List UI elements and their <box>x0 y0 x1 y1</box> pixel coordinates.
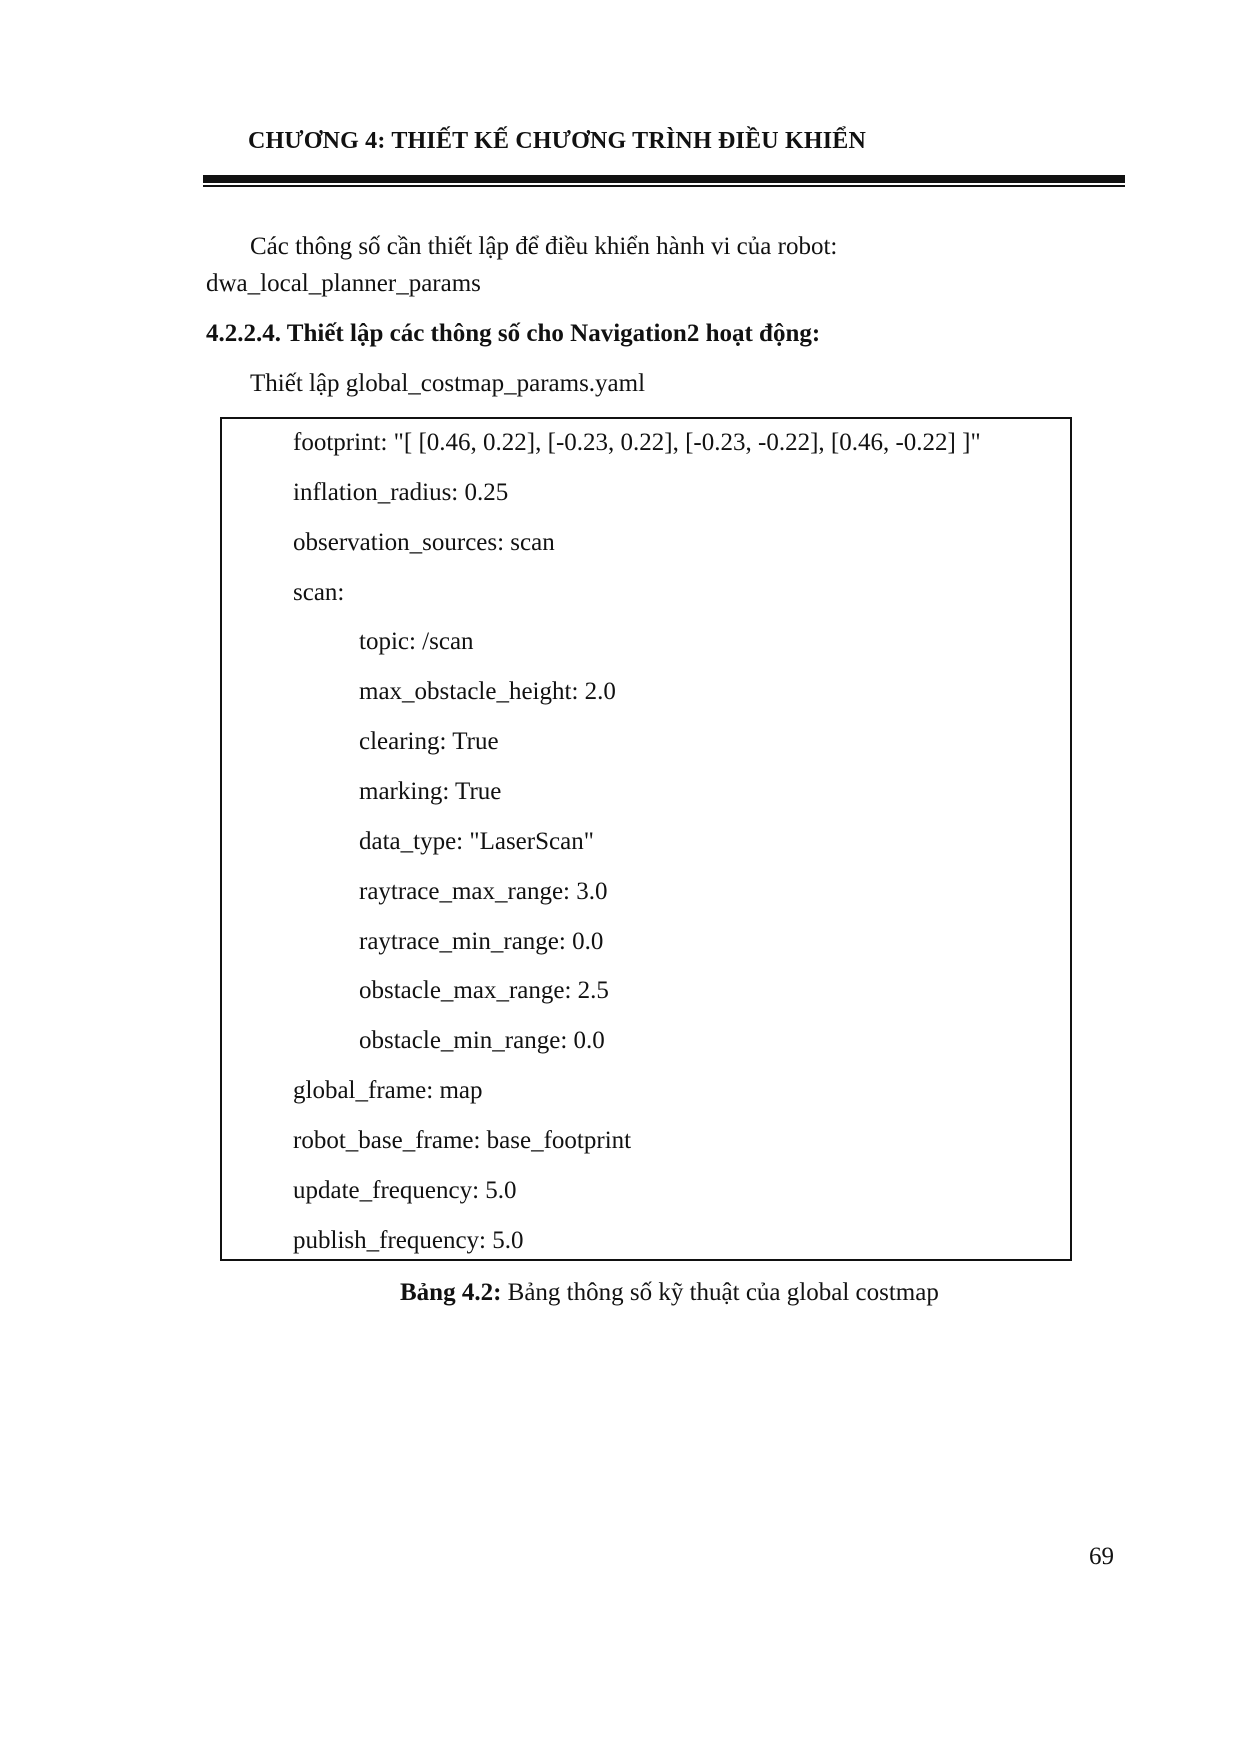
param-line-robot-base-frame: robot_base_frame: base_footprint <box>293 1127 632 1154</box>
intro-text-line-1: Các thông số cần thiết lập để điều khiển hành vi của robot: <box>250 233 838 260</box>
param-line-obstacle-max-range: obstacle_max_range: 2.5 <box>359 977 609 1004</box>
param-line-topic: topic: /scan <box>359 628 474 655</box>
param-line-global-frame: global_frame: map <box>293 1077 483 1104</box>
param-line-scan: scan: <box>293 579 345 606</box>
section-heading: 4.2.2.4. Thiết lập các thông số cho Navigation2 hoạt động: <box>206 320 821 347</box>
param-line-max-obstacle-height: max_obstacle_height: 2.0 <box>359 678 616 705</box>
param-line-marking: marking: True <box>359 778 502 805</box>
param-line-inflation-radius: inflation_radius: 0.25 <box>293 479 509 506</box>
param-line-clearing: clearing: True <box>359 728 499 755</box>
intro-text-line-2: dwa_local_planner_params <box>206 270 481 297</box>
setup-text: Thiết lập global_costmap_params.yaml <box>250 370 646 397</box>
table-caption <box>400 1279 939 1307</box>
param-line-observation-sources: observation_sources: scan <box>293 529 555 556</box>
param-line-data-type: data_type: "LaserScan" <box>359 828 594 855</box>
chapter-header: CHƯƠNG 4: THIẾT KẾ CHƯƠNG TRÌNH ĐIỀU KHIỂN <box>248 128 867 154</box>
caption-text: Bảng thông số kỹ thuật của global costmap <box>501 1279 939 1306</box>
header-rule <box>203 175 1125 183</box>
header-rule-thin <box>203 185 1125 187</box>
param-line-obstacle-min-range: obstacle_min_range: 0.0 <box>359 1027 605 1054</box>
param-line-raytrace-max-range: raytrace_max_range: 3.0 <box>359 878 608 905</box>
param-line-update-frequency: update_frequency: 5.0 <box>293 1177 517 1204</box>
page-number: 69 <box>1089 1543 1114 1570</box>
caption-label: Bảng 4.2: <box>400 1279 502 1306</box>
param-line-footprint: footprint: "[ [0.46, 0.22], [-0.23, 0.22], [-0.23, -0.22], [0.46, -0.22] ]" <box>293 429 981 456</box>
param-line-publish-frequency: publish_frequency: 5.0 <box>293 1227 524 1254</box>
param-line-raytrace-min-range: raytrace_min_range: 0.0 <box>359 928 604 955</box>
parameter-table-box <box>220 417 1072 1261</box>
